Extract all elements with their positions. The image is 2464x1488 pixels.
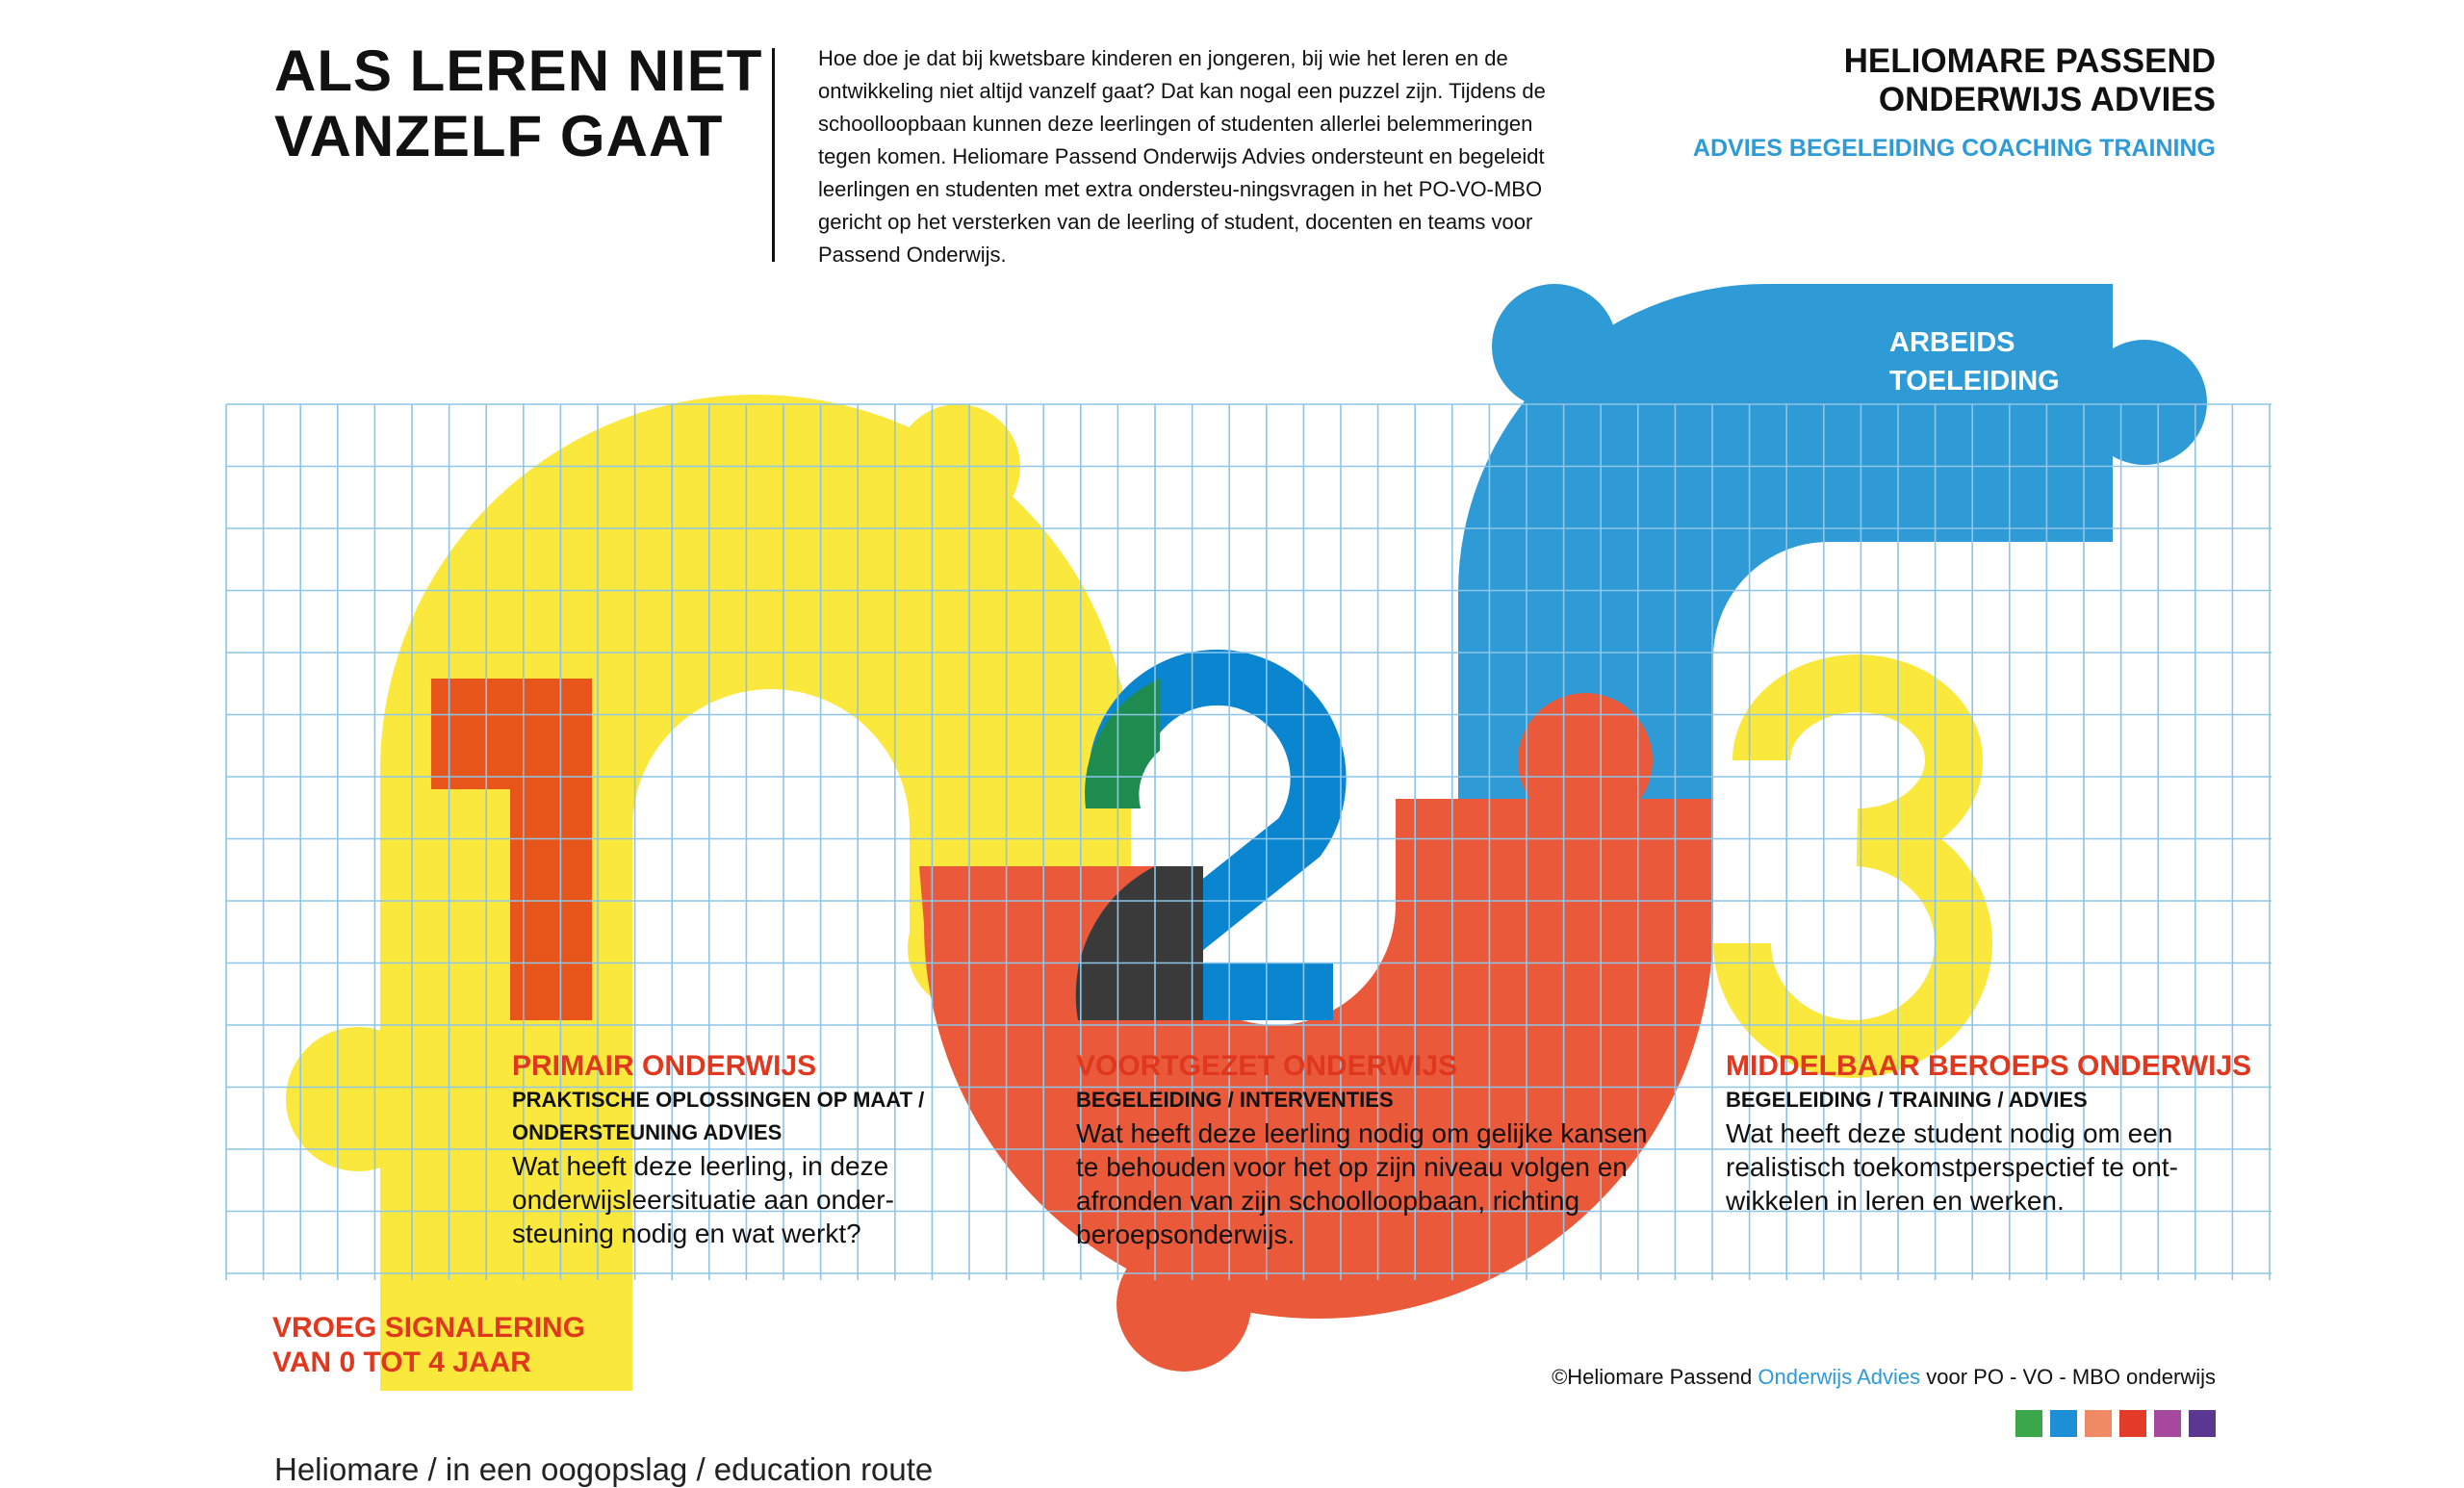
section-voortgezet (1076, 1049, 1654, 1251)
color-swatch (2119, 1410, 2146, 1437)
section-mbo (1726, 1049, 2265, 1218)
section-primair (512, 1049, 955, 1250)
color-swatch (2085, 1410, 2112, 1437)
section-heading: VOORTGEZET ONDERWIJS (1076, 1050, 1458, 1082)
color-swatch (2050, 1410, 2077, 1437)
section-body: Wat heeft deze leerling, in deze onderwijsleersituatie aan onder-steuning nodig en wat werkt? (512, 1151, 894, 1248)
section-body: Wat heeft deze leerling nodig om gelijke kansen te behouden voor het op zijn niveau volgen en afronden van zijn schoolloopbaan, richting beroepsonderwijs. (1076, 1118, 1648, 1249)
color-swatch (2015, 1410, 2042, 1437)
section-heading: MIDDELBAAR BEROEPS ONDERWIJS (1726, 1050, 2252, 1082)
bottom-caption: Heliomare / in een oogopslag / education route (274, 1451, 934, 1487)
color-swatch (2154, 1410, 2181, 1437)
copyright-notice: ©Heliomare Passend Onderwijs Advies voor PO - VO - MBO onderwijs (1552, 1365, 2216, 1389)
page-title: ALS LEREN NIET VANZELF GAAT (274, 38, 763, 168)
vroeg-signalering-label: VROEG SIGNALERING VAN 0 TOT 4 JAAR (272, 1312, 586, 1378)
intro-paragraph: Hoe doe je dat bij kwetsbare kinderen en jongeren, bij wie het leren en de ontwikkeling niet altijd vanzelf gaat? Dat kan nogal een puzzel zijn. Tijdens de schoolloopbaan kunnen deze leerlingen of studenten allerlei belemmeringen tegen komen. Heliomare Passend Onderwijs Advies ondersteunt en begeleidt leerlingen en studenten met extra ondersteu-ningsvragen in het PO-VO-MBO gericht op het versterken van de leerling of student, docenten en teams voor Passend Onderwijs. (818, 46, 1546, 267)
section-subheading: ONDERSTEUNING ADVIES (512, 1120, 783, 1144)
numeral-3 (1742, 683, 1964, 1049)
section-body: Wat heeft deze student nodig om een realistisch toekomstperspectief te ont-wikkelen in leren en werken. (1726, 1118, 2178, 1216)
section-subheading: PRAKTISCHE OPLOSSINGEN OP MAAT / (512, 1088, 925, 1112)
color-swatch (2189, 1410, 2216, 1437)
section-heading: PRIMAIR ONDERWIJS (512, 1050, 817, 1082)
section-subheading: BEGELEIDING / INTERVENTIES (1076, 1088, 1394, 1112)
section-subheading: BEGELEIDING / TRAINING / ADVIES (1726, 1088, 2088, 1112)
brand-tagline: ADVIES BEGELEIDING COACHING TRAINING (1692, 135, 2216, 162)
arbeids-toeleiding-label: ARBEIDS TOELEIDING (1889, 327, 2060, 397)
title-divider (772, 48, 775, 262)
color-swatches (2015, 1410, 2216, 1437)
brand-name: HELIOMARE PASSEND ONDERWIJS ADVIES (1843, 42, 2216, 118)
